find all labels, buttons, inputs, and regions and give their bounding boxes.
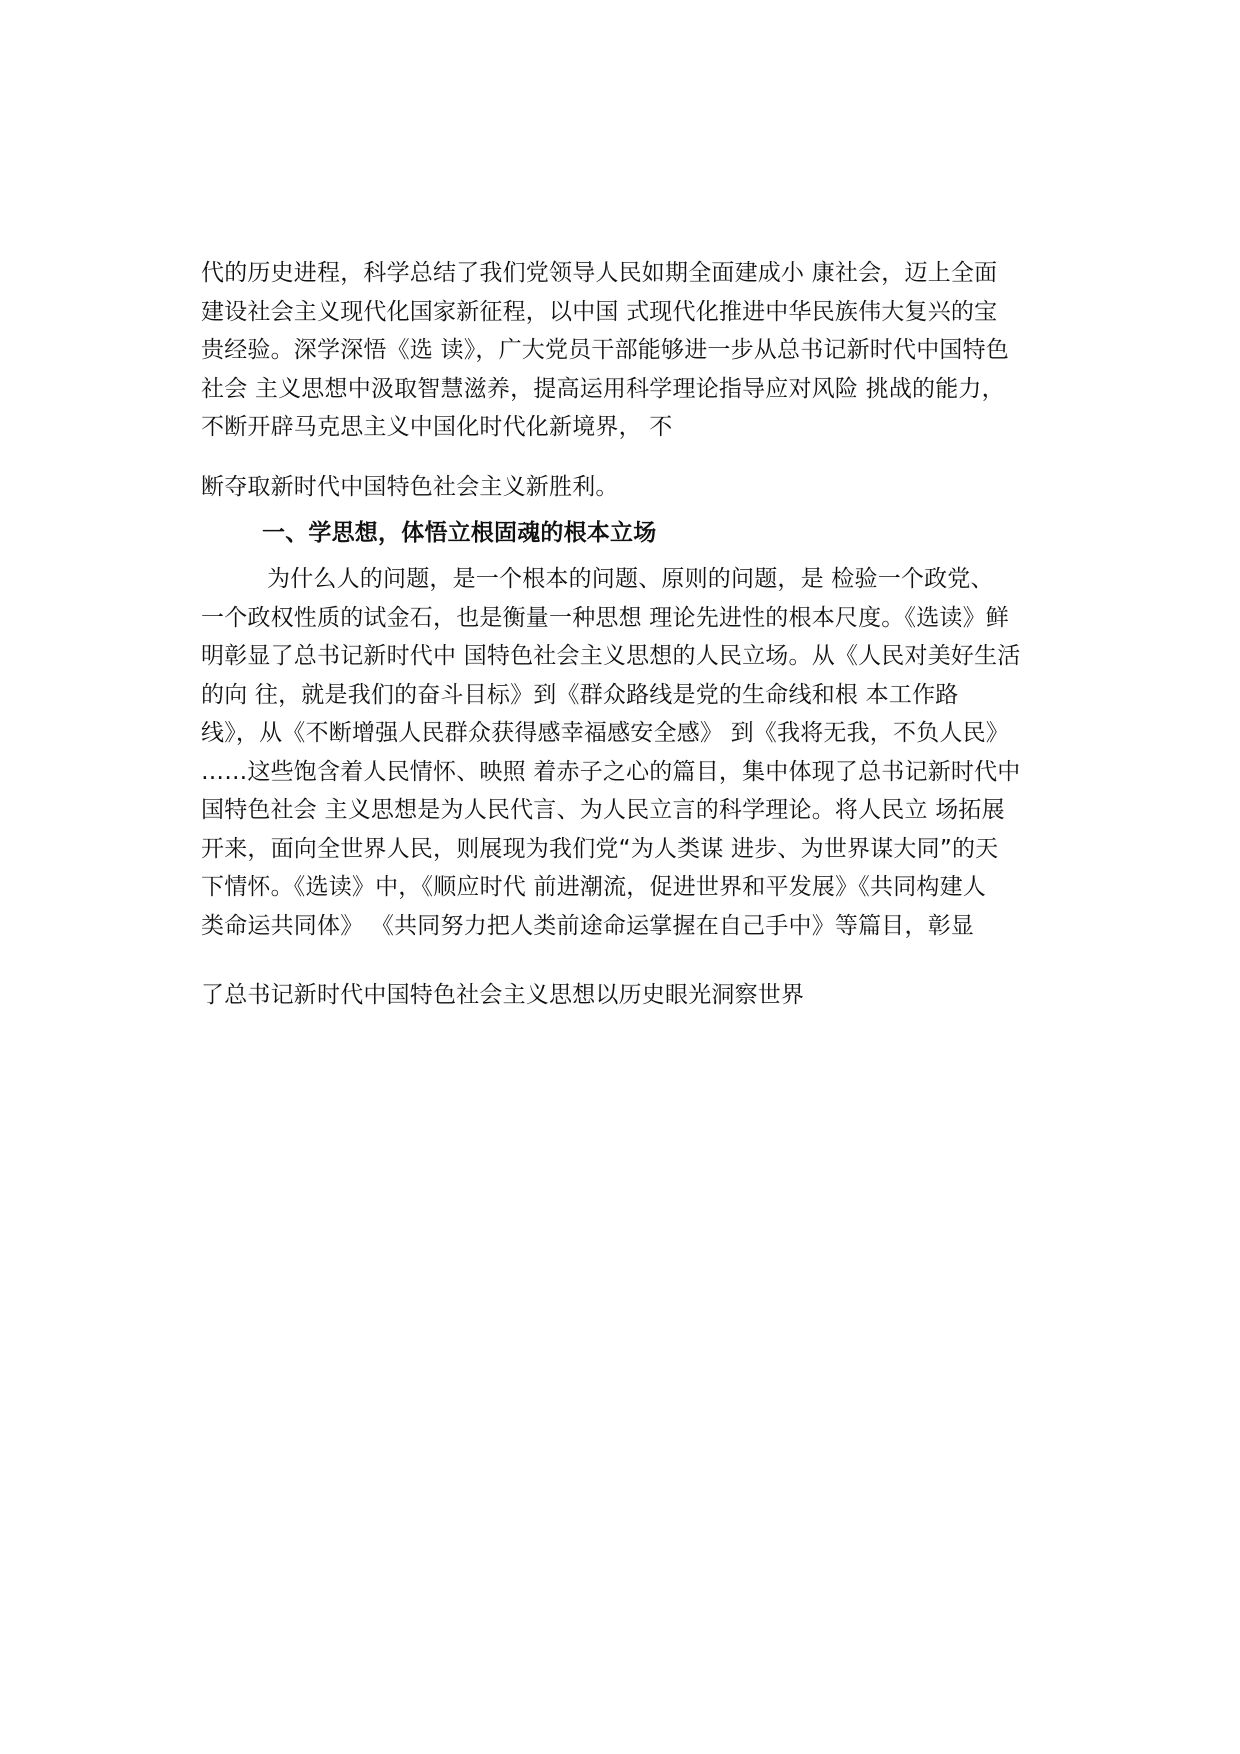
text-line: 断夺取新时代中国特色社会主义新胜利。: [201, 474, 619, 500]
text-line: 社会 主义思想中汲取智慧滋养，提高运用科学理论指导应对风险 挑战的能力，: [201, 375, 1005, 402]
section-heading: [201, 514, 1081, 553]
text-line: 代的历史进程，科学总结了我们党领导人民如期全面建成小 康社会，迈上全面: [201, 260, 998, 286]
text-line: 国特色社会 主义思想是为人民代言、为人民立言的科学理论。将人民立 场拓展: [201, 797, 1005, 823]
paragraph-tail: [201, 468, 1081, 507]
text-line: 了总书记新时代中国特色社会主义思想以历史眼光洞察世界: [201, 982, 805, 1008]
paragraph-continuation: [201, 254, 1081, 447]
text-line: 的向 往，就是我们的奋斗目标》到《群众路线是党的生命线和根 本工作路: [201, 681, 959, 708]
text-line: 不断开辟马克思主义中国化时代化新境界， 不: [201, 414, 673, 440]
body-paragraph: [201, 560, 1081, 945]
text-line: ……这些饱含着人民情怀、映照 着赤子之心的篇目，集中体现了总书记新时代中: [201, 758, 1021, 785]
text-line: 类命运共同体》 《共同努力把人类前途命运掌握在自己手中》等篇目，彰显: [201, 912, 975, 939]
text-line: 为什么人的问题，是一个根本的问题、原则的问题，是 检验一个政党、: [267, 566, 994, 592]
text-line: 建设社会主义现代化国家新征程，以中国 式现代化推进中华民族伟大复兴的宝: [201, 298, 998, 325]
text-line: 开来，面向全世界人民，则展现为我们党“为人类谋 进步、为世界谋大同”的天: [201, 835, 999, 862]
paragraph-continuation-end: [201, 976, 1081, 1015]
section-heading-text: 一、学思想，体悟立根固魂的根本立场: [262, 520, 657, 546]
text-line: 贵经验。深学深悟《选 读》，广大党员干部能够进一步从总书记新时代中国特色: [201, 337, 1010, 363]
text-line: 明彰显了总书记新时代中 国特色社会主义思想的人民立场。从《人民对美好生活: [201, 643, 1021, 669]
text-line: 一个政权性质的试金石，也是衡量一种思想 理论先进性的根本尺度。《选读》鲜: [201, 604, 1010, 631]
text-line: 下情怀。《选读》中，《顺应时代 前进潮流，促进世界和平发展》《共同构建人: [201, 874, 987, 900]
text-line: 线》，从《不断增强人民群众获得感幸福感安全感》 到《我将无我，不负人民》: [201, 720, 1010, 746]
